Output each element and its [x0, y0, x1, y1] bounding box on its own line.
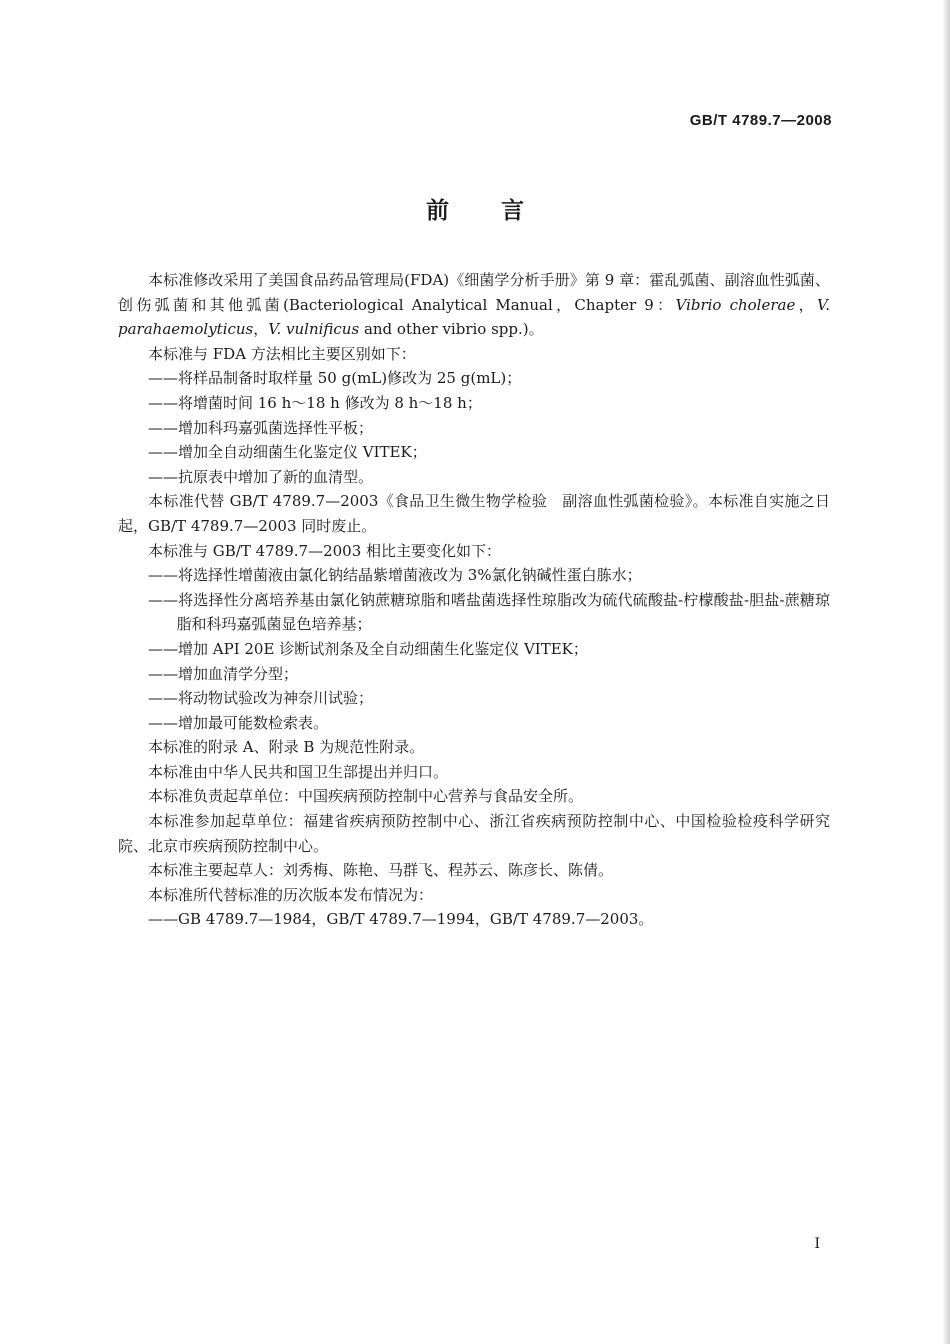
adoption-sep-1: ， [795, 295, 817, 314]
species-parahaemolyticus: V. parahaemolyticus [118, 295, 830, 339]
paragraph-fda-differences: 本标准与 FDA 方法相比主要区别如下： [148, 344, 416, 363]
list-item: ——增加最可能数检索表。 [148, 713, 329, 732]
list-item: ——增加血清学分型； [148, 664, 299, 683]
list-item: ——将选择性分离培养基由氯化钠蔗糖琼脂和嗜盐菌选择性琼脂改为硫代硫酸盐-柠檬酸盐-胆盐-蔗糖琼脂和科玛嘉弧菌显色培养基； [148, 590, 830, 634]
history-item: ——GB 4789.7—1984，GB/T 4789.7—1994，GB/T 4789.7—2003。 [148, 910, 654, 929]
species-vulnificus: V. vulnificus [268, 320, 360, 339]
paragraph-appendices: 本标准的附录 A、附录 B 为规范性附录。 [148, 738, 425, 757]
paragraph-history-intro: 本标准所代替标准的历次版本发布情况为： [148, 885, 434, 904]
species-cholerae: Vibrio cholerae [675, 295, 796, 314]
list-item: ——抗原表中增加了新的血清型。 [148, 467, 374, 486]
adoption-end: and other vibrio spp.)。 [359, 320, 544, 339]
list-item: ——增加科玛嘉弧菌选择性平板； [148, 418, 374, 437]
standard-number: GB/T 4789.7—2008 [689, 112, 832, 129]
paragraph-replacement: 本标准代替 GB/T 4789.7—2003《食品卫生微生物学检验 副溶血性弧菌检验》。本标准自实施之日起，GB/T 4789.7—2003 同时废止。 [118, 492, 830, 535]
list-item: ——将选择性增菌液由氯化钠结晶紫增菌液改为 3%氯化钠碱性蛋白胨水； [148, 566, 642, 585]
adoption-text: 本标准修改采用了美国食品药品管理局(FDA)《细菌学分析手册》第 9 章：霍乱弧菌、副溶血性弧菌、创伤弧菌和其他弧菌(Bacteriological Analytical Manual，Chapter 9： [118, 271, 830, 314]
page-title: 前言 [426, 198, 576, 224]
paragraph-adoption [118, 268, 830, 342]
paragraph-proposer: 本标准由中华人民共和国卫生部提出并归口。 [148, 762, 449, 781]
page-number: I [814, 1236, 820, 1252]
scan-edge-shadow [942, 0, 950, 1344]
list-item: ——将动物试验改为神奈川试验； [148, 689, 374, 708]
list-item: ——增加 API 20E 诊断试剂条及全自动细菌生化鉴定仪 VITEK； [148, 639, 588, 658]
paragraph-main-drafters: 本标准主要起草人：刘秀梅、陈艳、马群飞、程苏云、陈彦长、陈倩。 [148, 861, 614, 880]
list-item: ——将样品制备时取样量 50 g(mL)修改为 25 g(mL)； [148, 369, 522, 388]
list-item: ——将增菌时间 16 h～18 h 修改为 8 h～18 h； [148, 393, 482, 412]
paragraph-changes: 本标准与 GB/T 4789.7—2003 相比主要变化如下： [148, 541, 502, 560]
paragraph-responsible-drafter: 本标准负责起草单位：中国疾病预防控制中心营养与食品安全所。 [148, 787, 584, 806]
paragraph-participating-drafters: 本标准参加起草单位：福建省疾病预防控制中心、浙江省疾病预防控制中心、中国检验检疫科学研究院、北京市疾病预防控制中心。 [118, 812, 830, 855]
adoption-sep-2: ， [253, 320, 269, 339]
list-item: ——增加全自动细菌生化鉴定仪 VITEK； [148, 443, 427, 462]
foreword-body [118, 268, 830, 932]
